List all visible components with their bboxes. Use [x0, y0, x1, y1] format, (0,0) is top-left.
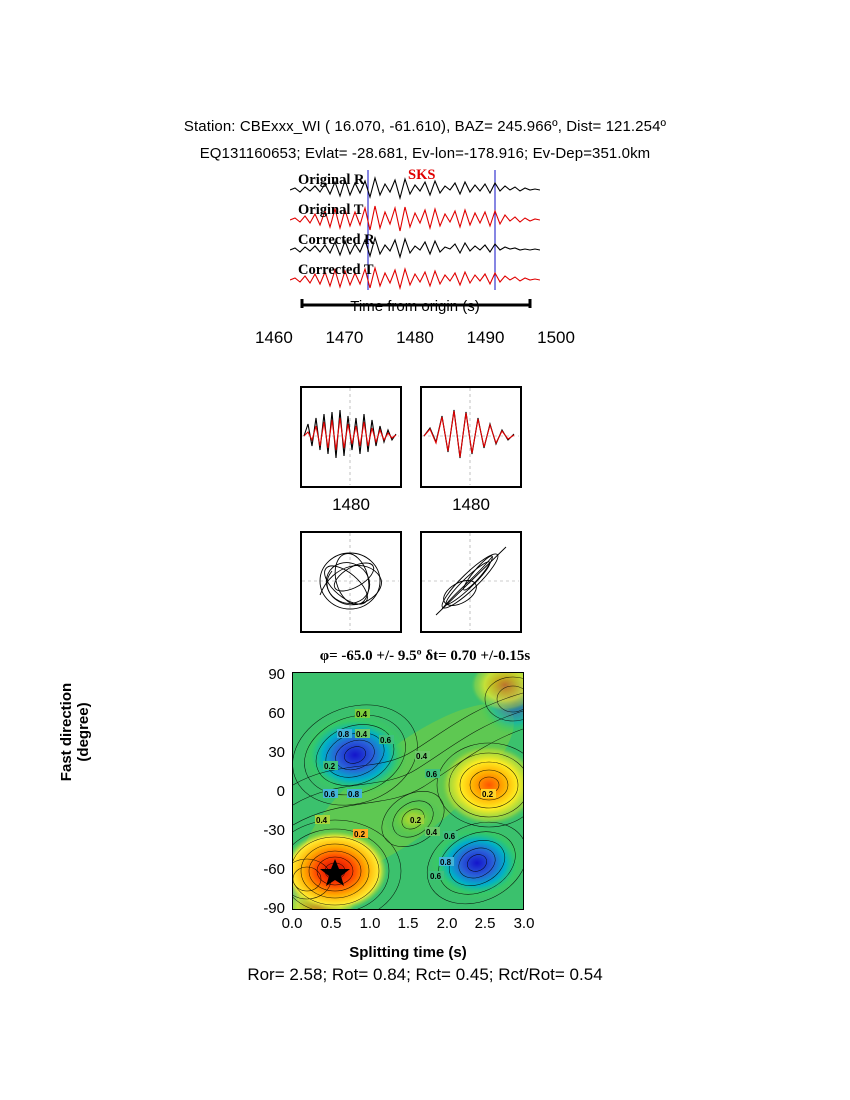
- svg-text:0.2: 0.2: [482, 790, 494, 799]
- waveform-panel: [290, 168, 540, 308]
- y-tick: 30: [268, 744, 285, 761]
- x-tick: 1.5: [397, 915, 419, 932]
- x-tick: 0.0: [281, 915, 303, 932]
- svg-text:0.8: 0.8: [338, 730, 350, 739]
- particle-motion-before-box: [300, 531, 402, 633]
- time-tick: 1490: [466, 328, 505, 347]
- time-tick: 1470: [325, 328, 364, 347]
- svg-text:0.2: 0.2: [410, 816, 422, 825]
- svg-text:0.6: 0.6: [324, 790, 336, 799]
- x-tick: 1.0: [359, 915, 381, 932]
- box-label-corrected: 1480: [452, 495, 490, 514]
- y-tick: 60: [268, 705, 285, 722]
- y-tick: -30: [263, 822, 285, 839]
- svg-text:0.6: 0.6: [380, 736, 392, 745]
- svg-text:0.4: 0.4: [316, 816, 328, 825]
- svg-text:0.8: 0.8: [348, 790, 360, 799]
- svg-text:0.4: 0.4: [356, 730, 368, 739]
- box-label-uncorrected: 1480: [332, 495, 370, 514]
- trace-label-corrected-t: Corrected T: [298, 262, 374, 278]
- time-axis-title: Time from origin (s): [350, 298, 480, 315]
- x-tick: 3.0: [513, 915, 535, 932]
- particle-motion-after-box: [420, 531, 522, 633]
- sks-phase-label: SKS: [408, 167, 436, 183]
- svg-text:0.4: 0.4: [426, 828, 438, 837]
- svg-text:0.6: 0.6: [444, 832, 456, 841]
- contour-y-axis-label: Fast direction (degree): [58, 682, 92, 782]
- splitting-result-title: φ= -65.0 +/- 9.5º δt= 0.70 +/-0.15s: [319, 648, 531, 664]
- trace-label-corrected-r: Corrected R: [298, 232, 375, 248]
- svg-text:0.4: 0.4: [416, 752, 428, 761]
- x-tick: 2.0: [436, 915, 458, 932]
- svg-text:0.6: 0.6: [426, 770, 438, 779]
- svg-text:0.2: 0.2: [354, 830, 366, 839]
- x-tick: 0.5: [320, 915, 342, 932]
- x-tick: 2.5: [474, 915, 496, 932]
- svg-text:0.8: 0.8: [440, 858, 452, 867]
- time-tick: 1500: [537, 328, 575, 347]
- svg-text:0.2: 0.2: [324, 762, 336, 771]
- y-tick: 90: [268, 666, 285, 683]
- y-tick: 0: [276, 783, 285, 800]
- trace-label-original-r: Original R: [298, 172, 365, 188]
- contour-x-axis-label: Splitting time (s): [349, 944, 467, 961]
- uncorrected-fast-slow-box: [300, 386, 402, 488]
- svg-text:0.6: 0.6: [430, 872, 442, 881]
- trace-label-original-t: Original T: [298, 202, 364, 218]
- time-tick: 1460: [255, 328, 293, 347]
- quality-metrics-footer: Ror= 2.58; Rot= 0.84; Rct= 0.45; Rct/Rot= 0.54: [247, 965, 603, 984]
- time-axis-ticks: [255, 328, 575, 348]
- station-header-line: Station: CBExxx_WI ( 16.070, -61.610), BAZ= 245.966º, Dist= 121.254º: [183, 118, 667, 135]
- time-tick: 1480: [396, 328, 434, 347]
- error-surface-contour-plot: [292, 672, 524, 910]
- event-header-line: EQ131160653; Evlat= -28.681, Ev-lon=-178.916; Ev-Dep=351.0km: [199, 145, 651, 162]
- corrected-fast-slow-box: [420, 386, 522, 488]
- y-tick: -90: [263, 900, 285, 917]
- y-tick: -60: [263, 861, 285, 878]
- svg-text:0.4: 0.4: [356, 710, 368, 719]
- contour-surface: [293, 673, 523, 909]
